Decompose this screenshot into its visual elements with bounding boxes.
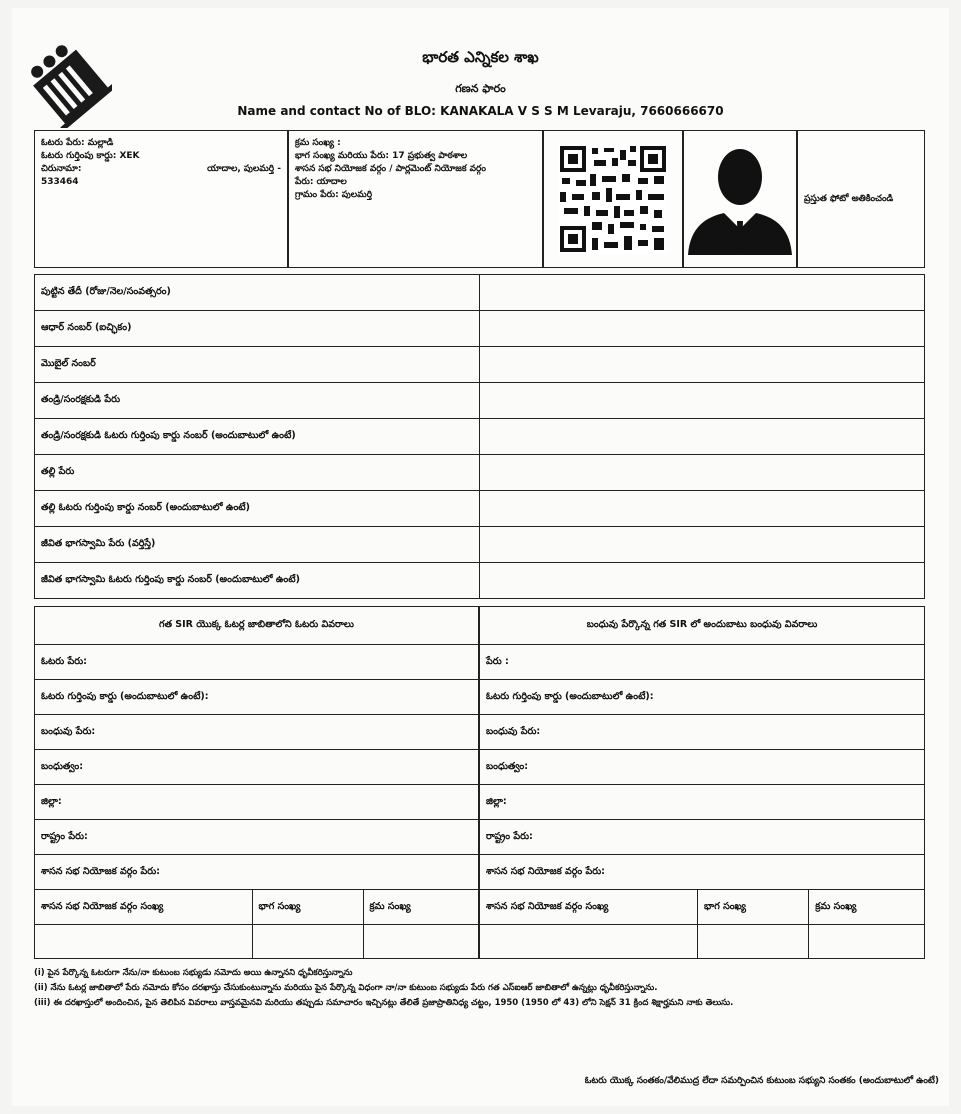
details-row-label: తల్లి పేరు	[35, 455, 480, 491]
details-row	[35, 491, 925, 527]
right-sir-field[interactable]: శాసన సభ నియోజక వర్గం పేరు:	[480, 855, 925, 890]
details-row-value-field[interactable]	[480, 527, 925, 563]
left-sir-header: గత SIR యొక్క ఓటర్ల జాబితాలోని ఓటరు వివరాలు	[35, 607, 479, 645]
right-sir-field[interactable]: రాష్ట్రం పేరు:	[480, 820, 925, 855]
elector-info-box	[34, 130, 288, 268]
right-sir-field[interactable]: బంధువు పేరు:	[480, 715, 925, 750]
details-row-value-field[interactable]	[480, 491, 925, 527]
details-row-value-field[interactable]	[480, 347, 925, 383]
sir-left-table	[34, 606, 479, 959]
elector-epic: ఓటరు గుర్తింపు కార్డు: XEK	[41, 151, 140, 161]
right-sir-field[interactable]: ఓటరు గుర్తింపు కార్డు (అందుబాటులో ఉంటే):	[480, 680, 925, 715]
details-row	[35, 383, 925, 419]
right-sir-header: బంధువు పేర్కొన్న గత SIR లో అందుబాటు బంధువు వివరాలు	[480, 607, 925, 645]
form-title: భారత ఎన్నికల శాఖ	[422, 48, 539, 66]
details-row-label: మొబైల్ నంబర్	[35, 347, 480, 383]
left-sir-field[interactable]: రాష్ట్రం పేరు:	[35, 820, 479, 855]
elector-name: ఓటరు పేరు: మల్లాడి	[41, 138, 114, 148]
right-sir-field[interactable]: జిల్లా:	[480, 785, 925, 820]
left-sir-split-label: శాసన సభ నియోజక వర్గం సంఖ్య	[35, 890, 253, 925]
photo-paste-label: ప్రస్తుత ఫోటో అతికించండి	[804, 193, 894, 204]
details-row-value-field[interactable]	[480, 455, 925, 491]
details-row-label: తండ్రి/సంరక్షకుడి పేరు	[35, 383, 480, 419]
serial-no: క్రమ సంఖ్య :	[295, 138, 341, 148]
right-sir-field[interactable]: బంధుత్వం:	[480, 750, 925, 785]
details-row-label: జీవిత భాగస్వామి పేరు (వర్తిస్తే)	[35, 527, 480, 563]
right-sir-split-label: భాగ సంఖ్య	[698, 890, 809, 925]
details-row-label: ఆధార్ నంబర్ (ఐచ్ఛికం)	[35, 311, 480, 347]
left-sir-split-value-field[interactable]	[252, 925, 363, 959]
details-row-label: పుట్టిన తేదీ (రోజు/నెల/సంవత్సరం)	[35, 275, 480, 311]
details-row-label: తండ్రి/సంరక్షకుడి ఓటరు గుర్తింపు కార్డు నంబర్ (అందుబాటులో ఉంటే)	[35, 419, 480, 455]
details-row-label: జీవిత భాగస్వామి ఓటరు గుర్తింపు కార్డు నంబర్ (అందుబాటులో ఉంటే)	[35, 563, 480, 599]
person-silhouette-icon	[684, 131, 796, 267]
right-sir-split-value-field[interactable]	[809, 925, 925, 959]
village-name: గ్రామం పేరు: పులమర్తి	[295, 190, 373, 200]
details-row	[35, 455, 925, 491]
details-row-label: తల్లి ఓటరు గుర్తింపు కార్డు నంబర్ (అందుబాటులో ఉంటే)	[35, 491, 480, 527]
right-sir-split-label: క్రమ సంఖ్య	[809, 890, 925, 925]
details-row-value-field[interactable]	[480, 275, 925, 311]
part-info-box	[288, 130, 543, 268]
left-sir-split-value-field[interactable]	[35, 925, 253, 959]
blo-contact-line: Name and contact No of BLO: KANAKALA V S S M Levaraju, 7660666670	[237, 104, 724, 118]
left-sir-field[interactable]: ఓటరు గుర్తింపు కార్డు (అందుబాటులో ఉంటే):	[35, 680, 479, 715]
details-row-value-field[interactable]	[480, 419, 925, 455]
part-no-name: భాగ సంఖ్య మరియు పేరు: 17 ప్రభుత్వ పాఠశాల	[295, 151, 468, 161]
details-table	[34, 274, 925, 599]
left-sir-split-label: క్రమ సంఖ్య	[363, 890, 478, 925]
details-row	[35, 347, 925, 383]
elector-pincode: 533464	[41, 177, 79, 187]
qr-code-icon	[558, 144, 668, 254]
left-sir-split-label: భాగ సంఖ్య	[252, 890, 363, 925]
details-row	[35, 527, 925, 563]
form-subtitle: గణన ఫారం	[455, 82, 506, 95]
left-sir-field[interactable]: బంధువు పేరు:	[35, 715, 479, 750]
right-sir-split-value-field[interactable]	[480, 925, 698, 959]
left-sir-field[interactable]: బంధుత్వం:	[35, 750, 479, 785]
details-row	[35, 275, 925, 311]
right-sir-split-value-field[interactable]	[698, 925, 809, 959]
constituency-label: శాసన సభ నియోజక వర్గం / పార్లమెంట్ నియోజక వర్గం	[295, 164, 486, 174]
constituency-name: పేరు: యాదాల	[295, 177, 347, 187]
note-1: (i) పైన పేర్కొన్న ఓటరుగా నేను/నా కుటుంబ సభ్యుడు నమోదు అయి ఉన్నానని ధృవీకరిస్తున్నాను	[34, 968, 353, 978]
details-row	[35, 311, 925, 347]
photo-paste-box	[797, 130, 925, 268]
note-3: (iii) ఈ దరఖాస్తులో అందించిన, పైన తెలిపిన వివరాలు వాస్తవమైనవి మరియు తప్పుడు సమాచారం ఇచ్చినట్లు తేలితే ప్రజాప్రాతినిధ్య చట్టం, 1950 (1950 లో 43) లోని సెక్షన్ 31 క్రింద శిక్షార్హమని నాకు తెలుసు.	[34, 998, 734, 1008]
qr-box	[543, 130, 683, 268]
details-row-value-field[interactable]	[480, 383, 925, 419]
details-row-value-field[interactable]	[480, 311, 925, 347]
left-sir-field[interactable]: ఓటరు పేరు:	[35, 645, 479, 680]
details-row	[35, 563, 925, 599]
sir-right-table	[479, 606, 925, 959]
details-row	[35, 419, 925, 455]
details-row-value-field[interactable]	[480, 563, 925, 599]
left-sir-field[interactable]: శాసన సభ నియోజక వర్గం పేరు:	[35, 855, 479, 890]
left-sir-field[interactable]: జిల్లా:	[35, 785, 479, 820]
note-2: (ii) నేను ఓటర్ల జాబితాలో పేరు నమోదు కోసం దరఖాస్తు చేసుకుంటున్నాను మరియు పైన పేర్కొన్న విధంగా నా/నా కుటుంబ సభ్యుడు పేరు గత ఎస్ఐఆర్ జాబితాలో ఉన్నట్లు ధృవీకరిస్తున్నాను.	[34, 983, 658, 993]
elector-address-label: చిరునామా:	[41, 164, 82, 174]
declaration-notes	[34, 966, 934, 1011]
left-sir-split-value-field[interactable]	[363, 925, 478, 959]
photo-silhouette-box	[683, 130, 797, 268]
signature-line: ఓటరు యొక్క సంతకం/వేలిముద్ర లేదా సమర్పించిన కుటుంబ సభ్యుని సంతకం (అందుబాటులో ఉంటే)	[584, 1076, 939, 1086]
elector-address-place: యాదాల, పులమర్తి -	[207, 164, 281, 174]
right-sir-field[interactable]: పేరు :	[480, 645, 925, 680]
right-sir-split-label: శాసన సభ నియోజక వర్గం సంఖ్య	[480, 890, 698, 925]
